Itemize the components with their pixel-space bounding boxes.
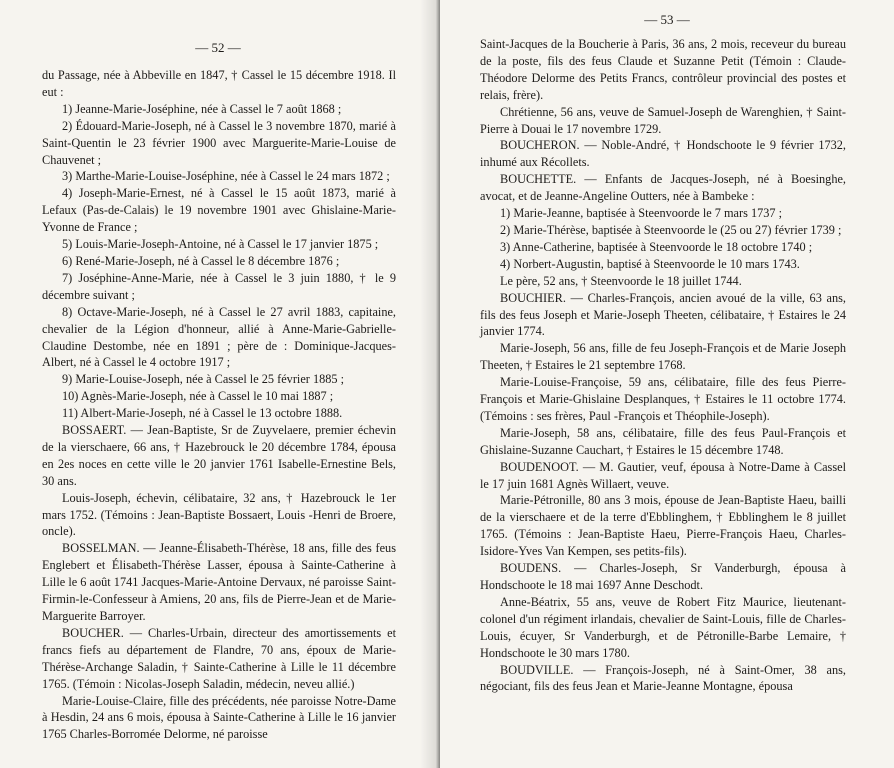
- list-item: 7) Joséphine-Anne-Marie, née à Cassel le 3 juin 1880, † le 9 décembre suivant ;: [42, 270, 396, 302]
- paragraph: Marie-Louise-Françoise, 59 ans, célibataire, fille des feus Pierre-François et Marie-Ghislaine Desplanques, † Estaires le 11 octobre 1774. (Témoins : ses frères, Paul -François et Théophile-Joseph).: [480, 375, 846, 423]
- page-number-left: — 52 —: [195, 40, 241, 55]
- list-item: 10) Agnès-Marie-Joseph, née à Cassel le 10 mai 1887 ;: [62, 389, 334, 404]
- list-item: 8) Octave-Marie-Joseph, né à Cassel le 27 avril 1883, capitaine, chevalier de la Légion d'honneur, allié à Anne-Marie-Gabrielle-Claudine Destombe, née en 1891 ; père de : Dominique-Jacques-Albert, né à Cassel le 4 octobre 1917 ;: [42, 304, 396, 370]
- list-item: 1) Jeanne-Marie-Joséphine, née à Cassel le 7 août 1868 ;: [62, 101, 342, 116]
- paragraph: Le père, 52 ans, † Steenvoorde le 18 juillet 1744.: [500, 273, 742, 288]
- entry-boucher: BOUCHER. — Charles-Urbain, directeur des amortissements et francs fiefs au département de Flandre, 70 ans, époux de Marie-Thérèse-Archange Saladin, † Sainte-Catherine à Lille le 11 décembre 1765. (Témoin : Nicolas-Joseph Saladin, médecin, neveu allié.): [42, 625, 396, 691]
- page-number-right: — 53 —: [644, 12, 690, 27]
- right-page-text: [480, 36, 846, 695]
- entry-boudens: BOUDENS. — Charles-Joseph, Sr Vanderburgh, épousa à Hondschoote le 18 mai 1697 Anne Deschodt.: [480, 561, 846, 592]
- entry-boudville: BOUDVILLE. — François-Joseph, né à Saint-Omer, 38 ans, négociant, fils des feus Jean et Marie-Jeanne Montagne, épousa: [480, 662, 846, 694]
- paragraph: Chrétienne, 56 ans, veuve de Samuel-Joseph de Warenghien, † Saint-Pierre à Douai le 17 novembre 1729.: [480, 104, 846, 136]
- list-item: 3) Marthe-Marie-Louise-Joséphine, née à Cassel le 24 mars 1872 ;: [62, 169, 390, 184]
- paragraph: Saint-Jacques de la Boucherie à Paris, 36 ans, 2 mois, receveur du bureau de la poste, fils des feus Claude et Suzanne Petit (Témoin : Claude-Théodore Delorme des Petits Francs, contrôleur provincial des postes et relais, frère).: [480, 37, 846, 102]
- entry-bouchette: BOUCHETTE. — Enfants de Jacques-Joseph, né à Boesinghe, avocat, et de Jeanne-Angeline Outters, née à Bambeke :: [480, 172, 846, 204]
- left-page-text: [42, 67, 396, 743]
- list-item: 1) Marie-Jeanne, baptisée à Steenvoorde le 7 mars 1737 ;: [500, 206, 783, 221]
- list-item: 5) Louis-Marie-Joseph-Antoine, né à Cassel le 17 janvier 1875 ;: [62, 237, 379, 252]
- paragraph: du Passage, née à Abbeville en 1847, † Cassel le 15 décembre 1918. Il eut :: [42, 68, 396, 99]
- paragraph: Marie-Pétronille, 80 ans 3 mois, épouse de Jean-Baptiste Haeu, bailli de la vierschaere et de la terre d'Ebblinghem, † Ebblinghem le 8 juillet 1765. (Témoins : Jean-Baptiste Haeu, Pierre-François Haeu, Charles-Isidore-Yves Van Kempen, ses petits-fils).: [480, 493, 846, 559]
- left-page: [0, 0, 436, 768]
- paragraph: Louis-Joseph, échevin, célibataire, 32 ans, † Hazebrouck le 1er mars 1752. (Témoins : Jean-Baptiste Bossaert, Louis -Henri de Broere, oncle).: [42, 490, 396, 539]
- entry-boucheron: BOUCHERON. — Noble-André, † Hondschoote le 9 février 1732, inhumé aux Récollets.: [480, 138, 846, 170]
- entry-boudenoot: BOUDENOOT. — M. Gautier, veuf, épousa à Notre-Dame à Cassel le 17 juin 1681 Agnès Willaert, veuve.: [480, 459, 846, 491]
- list-item: 2) Marie-Thérèse, baptisée à Steenvoorde le (25 ou 27) février 1739 ;: [500, 222, 842, 237]
- entry-bosselman: BOSSELMAN. — Jeanne-Élisabeth-Thérèse, 18 ans, fille des feus Englebert et Élisabeth-Thérèse Lasser, épousa à Sainte-Catherine à Lille le 6 août 1741 Jacques-Marie-Antoine Dervaux, né paroisse Saint-Firmin-le-Confesseur à Amiens, 20 ans, fils de Pierre-Jean et de Marie-Marguerite Barroyer.: [42, 541, 396, 623]
- list-item: 3) Anne-Catherine, baptisée à Steenvoorde le 18 octobre 1740 ;: [500, 239, 813, 254]
- paragraph: Anne-Béatrix, 55 ans, veuve de Robert Fitz Maurice, lieutenant-colonel d'un régiment irlandais, chevalier de Saint-Louis, fille de Charles-Louis, écuyer, Sr Vanderburgh, et de Pétronille-Barbe Lemaire, † Hondschoote le 30 mars 1780.: [480, 594, 846, 660]
- list-item: 6) René-Marie-Joseph, né à Cassel le 8 décembre 1876 ;: [62, 253, 340, 268]
- right-page: [440, 0, 894, 768]
- entry-bouchier: BOUCHIER. — Charles-François, ancien avoué de la ville, 63 ans, fils des feus Joseph et Marie-Joseph Theeten, célibataire, † Estaires le 24 janvier 1774.: [480, 290, 846, 339]
- list-item: 11) Albert-Marie-Joseph, né à Cassel le 13 octobre 1888.: [62, 406, 343, 421]
- list-item: 4) Norbert-Augustin, baptisé à Steenvoorde le 10 mars 1743.: [500, 256, 800, 271]
- list-item: 2) Édouard-Marie-Joseph, né à Cassel le 3 novembre 1870, marié à Saint-Quentin le 23 février 1900 avec Marguerite-Marie-Louise de Chauvenet ;: [42, 118, 396, 167]
- paragraph: Marie-Joseph, 58 ans, célibataire, fille des feus Paul-François et Ghislaine-Suzanne Cauchart, † Estaires le 15 décembre 1748.: [480, 425, 846, 457]
- entry-bossaert: BOSSAERT. — Jean-Baptiste, Sr de Zuyvelaere, premier échevin de la vierschaere, 66 ans, † Hazebrouck le 20 décembre 1784, épousa en 2es noces en cette ville le 20 janvier 1761 Isabelle-Ernestine Bels, 30 ans.: [42, 423, 396, 488]
- paragraph: Marie-Joseph, 56 ans, fille de feu Joseph-François et de Marie Joseph Theeten, † Estaires le 21 septembre 1768.: [480, 341, 846, 373]
- paragraph: Marie-Louise-Claire, fille des précédents, née paroisse Notre-Dame à Hesdin, 24 ans 6 mois, épousa à Sainte-Catherine à Lille le 16 janvier 1765 Charles-Borromée Delorme, né paroisse: [42, 693, 396, 742]
- list-item: 4) Joseph-Marie-Ernest, né à Cassel le 15 août 1873, marié à Lefaux (Pas-de-Calais) le 19 novembre 1901 avec Ghislaine-Marie-Yvonne de France ;: [42, 186, 396, 235]
- list-item: 9) Marie-Louise-Joseph, née à Cassel le 25 février 1885 ;: [62, 372, 345, 387]
